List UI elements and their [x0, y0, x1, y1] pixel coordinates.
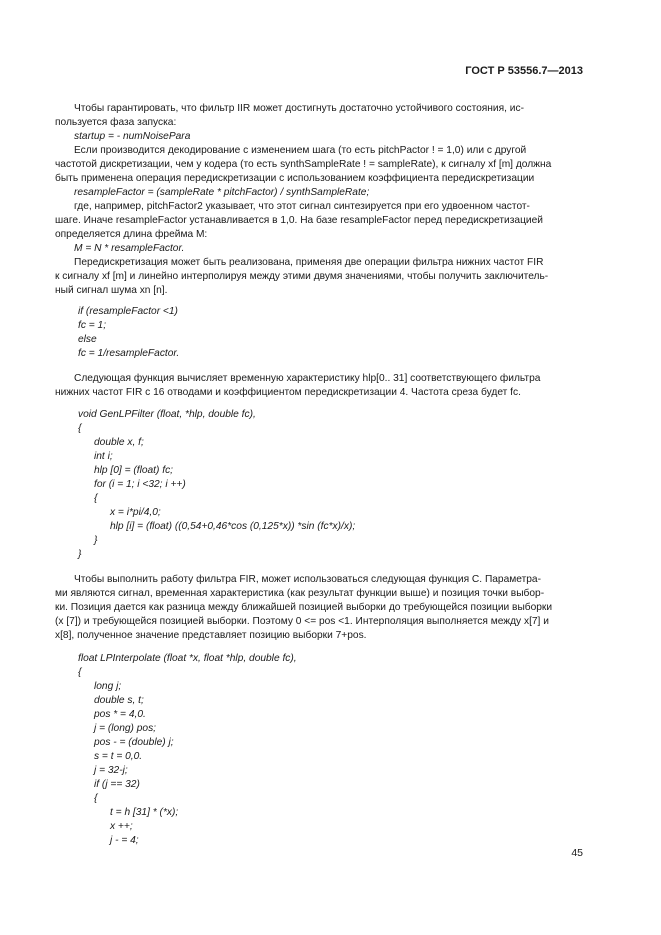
text-line: x[8], полученное значение представляет позицию выборки 7+pos. [55, 630, 367, 641]
code-line: j = (long) pos; [94, 723, 157, 734]
code-line: s = t = 0,0. [94, 751, 143, 762]
page-number: 45 [571, 847, 583, 859]
text-line: startup = - numNoisePara [74, 131, 191, 142]
code-line: float LPInterpolate (float *x, float *hlp, double fc), [78, 653, 297, 664]
code-line: { [78, 667, 82, 678]
text-line: к сигналу xf [m] и линейно интерполируя между этими двумя значениями, чтобы получить заключитель- [55, 271, 549, 282]
text-line: Следующая функция вычисляет временную характеристику hlp[0.. 31] соответствующего фильтра [74, 373, 541, 384]
text-line: ки. Позиция дается как разница между ближайшей позицией выборки до требующейся позиции выборки [55, 602, 553, 613]
text-line: где, например, pitchFactor2 указывает, что этот сигнал синтезируется при его удвоенном частот- [74, 201, 530, 212]
text-line: Если производится декодирование с изменением шага (то есть pitchPactor ! = 1,0) или с другой [74, 145, 527, 156]
text-line: ми являются сигнал, временная характеристика (как результат функции выше) и позиция точки выбор- [55, 588, 545, 599]
code-line: { [78, 423, 82, 434]
code-line: for (i = 1; i <32; i ++) [94, 479, 186, 490]
code-line: else [78, 334, 97, 345]
code-line: j = 32-j; [94, 765, 128, 776]
code-line: pos - = (double) j; [94, 737, 174, 748]
text-line: Чтобы выполнить работу фильтра FIR, может использоваться следующая функция C. Параметра- [74, 574, 541, 585]
text-line: (x [7]) и требующейся позицией выборки. Поэтому 0 <= pos <1. Интерполяция выполняется между x[7] и [55, 616, 549, 627]
code-line: x = i*pi/4,0; [110, 507, 161, 518]
code-line: { [94, 793, 98, 804]
code-line: if (j == 32) [94, 779, 140, 790]
text-line: определяется длина фрейма M: [55, 229, 208, 240]
document-header: ГОСТ Р 53556.7—2013 [465, 65, 583, 77]
code-line: double s, t; [94, 695, 144, 706]
code-line: hlp [0] = (float) fc; [94, 465, 173, 476]
text-line: ный сигнал шума xn [n]. [55, 285, 168, 296]
code-line: fc = 1/resampleFactor. [78, 348, 180, 359]
code-line: if (resampleFactor <1) [78, 306, 178, 317]
code-line: t = h [31] * (*x); [110, 807, 179, 818]
text-line: быть применена операция передискретизации с использованием коэффициента передискретизации [55, 173, 535, 184]
code-line: { [94, 493, 98, 504]
code-line: void GenLPFilter (float, *hlp, double fc), [78, 409, 256, 420]
code-line: pos * = 4,0. [94, 709, 146, 720]
code-line: fc = 1; [78, 320, 107, 331]
code-line: x ++; [110, 821, 133, 832]
text-line: M = N * resampleFactor. [74, 243, 185, 254]
text-line: Передискретизация может быть реализована, применяя две операции фильтра нижних частот FIR [74, 257, 544, 268]
code-line: j - = 4; [110, 835, 139, 846]
text-line: пользуется фаза запуска: [55, 117, 177, 128]
code-line: } [94, 535, 98, 546]
code-line: hlp [i] = (float) ((0,54+0,46*cos (0,125*x)) *sin (fc*x)/x); [110, 521, 356, 532]
code-line: double x, f; [94, 437, 144, 448]
text-line: частотой дискретизации, чем у кодера (то есть synthSampleRate ! = sampleRate), к сигналу xf [m] должна [55, 159, 552, 170]
text-line: Чтобы гарантировать, что фильтр IIR может достигнуть достаточно устойчивого состояния, ис- [74, 103, 524, 114]
code-line: long j; [94, 681, 122, 692]
text-line: нижних частот FIR с 16 отводами и коэффициентом передискретизации 4. Частота среза будет fc. [55, 387, 521, 398]
code-line: int i; [94, 451, 113, 462]
code-line: } [78, 549, 82, 560]
text-line: resampleFactor = (sampleRate * pitchFactor) / synthSampleRate; [74, 187, 370, 198]
text-line: шаге. Иначе resampleFactor устанавливается в 1,0. На базе resampleFactor перед передискретизацией [55, 215, 543, 226]
